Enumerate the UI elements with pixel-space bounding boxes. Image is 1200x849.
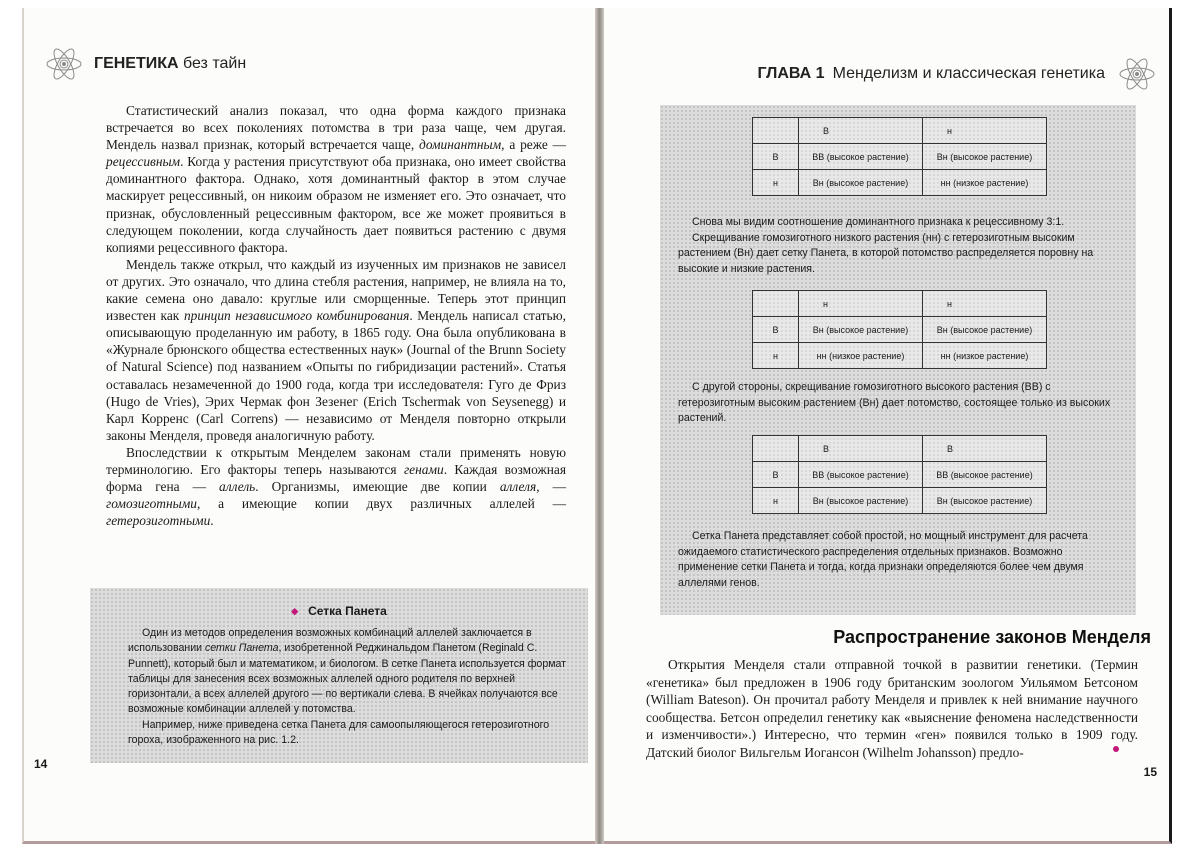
bullet-icon: ◆ <box>291 606 298 616</box>
punnett-examples-box <box>660 105 1136 615</box>
left-page <box>22 8 595 844</box>
atom-icon <box>1117 54 1157 94</box>
chapter-title: ГЛАВА 1 Менделизм и классическая генетика <box>757 65 1105 83</box>
punnett-table-1 <box>752 117 1047 196</box>
paragraph: Мендель также открыл, что каждый из изученных им признаков не зависел от других. Это означало, что длина стебля растения, например, не влияла на то, какие семена оно давало: круглые или сморщенные. Теперь этот принцип известен как принцип независимого комбинирования. Мендель написал статью, описывающую проделанную им работу, в 1865 году. Она была опубликована в «Журнале брюнского общества естественных наук» (Journal of the Brunn Society of Natural Science) под названием «Опыты по гибридизации растений». Статья оставалась незамеченной до 1900 года, когда три исследователя: Гуго де Фриз (Hugo de Vries), Эрих Чермак фон Зезенег (Erich Tschermak von Seysenegg) и Карл Корренс (Carl Correns) — независимо от Менделя повторно открыли законы Менделя, проведя аналогичную работу. <box>106 256 566 444</box>
box-text: Сетка Панета представляет собой простой, но мощный инструмент для расчета ожидаемого статистического распределения отдельных признаков. Возможно применение сетки Панета и тогда, когда признаки определяются более чем двумя аллелями генов. <box>678 529 1124 591</box>
punnett-table-2 <box>752 290 1047 369</box>
page-number: 15 <box>1144 765 1157 779</box>
right-page <box>604 8 1172 844</box>
table-row: н Вн (высокое растение) нн (низкое растение) <box>753 170 1047 196</box>
book-title: ГЕНЕТИКА без тайн <box>94 55 246 73</box>
paragraph: Статистический анализ показал, что одна форма каждого признака встречается во всех поколениях потомства в три раза чаще, чем другая. Мендель назвал признак, который встречается чаще, доминантным, а реже — рецессивным. Когда у растения присутствуют оба признака, оно имеет свойства доминантного фактора. Однако, хотя доминантный фактор в этом случае маскирует рецессивный, он никоим образом не изменяет его. Это означает, что признак, обусловленный рецессивным фактором, все же может проявиться в следующем поколении, когда случайность дает появиться растению с двумя копиями рецессивного фактора. <box>106 102 566 256</box>
right-running-header <box>757 54 1157 94</box>
left-body-text <box>106 102 566 529</box>
table-col-header: В <box>923 436 1047 462</box>
box-title: ◆ Сетка Панета <box>90 604 588 618</box>
punnett-sidebar-box <box>90 588 588 763</box>
box-text: Снова мы видим соотношение доминантного признака к рецессивному 3:1. Скрещивание гомозиготного низкого растения (нн) с гетерозиготным высоким растением (Вн) дает сетку Панета, в которой потомство распределяется поровну на высокие и низкие растения. <box>678 215 1124 277</box>
table-row: В Вн (высокое растение) Вн (высокое растение) <box>753 317 1047 343</box>
table-col-header: н <box>799 291 923 317</box>
punnett-table-3 <box>752 435 1047 514</box>
page-number: 14 <box>34 757 47 771</box>
table-row: н нн (низкое растение) нн (низкое растение) <box>753 343 1047 369</box>
atom-icon <box>44 44 84 84</box>
paragraph: Один из методов определения возможных комбинаций аллелей заключается в использовании сетки Панета, изобретенной Реджинальдом Панетом (Reginald C. Punnett), который был и математиком, и биологом. В сетке Панета используется формат таблицы для занесения всех возможных аллелей одного родителя по верхней горизонтали, а всех аллелей другого — по вертикали слева. В ячейках получаются все возможные комбинации аллелей у потомства. <box>128 626 572 718</box>
box-text: С другой стороны, скрещивание гомозиготного высокого растения (ВВ) с гетерозиготным высоким растением (Вн) дает потомство, состоящее только из высоких растений. <box>678 380 1124 427</box>
table-col-header: В <box>799 118 923 144</box>
paragraph: Например, ниже приведена сетка Панета для самоопыляющегося гетерозиготного гороха, изображенного на рис. 1.2. <box>128 718 572 749</box>
left-running-header <box>44 44 246 84</box>
box-text <box>128 626 572 748</box>
table-row: В ВВ (высокое растение) ВВ (высокое растение) <box>753 462 1047 488</box>
marker-dot-icon <box>1113 746 1119 752</box>
table-col-header: н <box>923 291 1047 317</box>
paragraph: Впоследствии к открытым Менделем законам стали применять новую терминологию. Его факторы теперь называются генами. Каждая возможная форма гена — аллель. Организмы, имеющие две копии аллеля, — гомозиготными, а имеющие копии двух различных аллелей — гетерозиготными. <box>106 444 566 529</box>
table-row: В ВВ (высокое растение) Вн (высокое растение) <box>753 144 1047 170</box>
book-spread <box>22 8 1172 844</box>
book-gutter <box>595 8 604 844</box>
paragraph: Открытия Менделя стали отправной точкой в развитии генетики. (Термин «генетика» был предложен в 1906 году британским зоологом Уильямом Бетсоном (William Bateson). Он прочитал работу Менделя и привлек к ней внимание научного сообщества. Бетсон определил генетику как «выяснение феномена наследственности и изменчивости».) Интересно, что термин «ген» появился только в 1909 году. Датский биолог Вильгельм Иогансон (Wilhelm Johansson) предло- <box>646 656 1138 762</box>
table-col-header: н <box>923 118 1047 144</box>
section-heading: Распространение законов Менделя <box>833 627 1151 648</box>
table-row: н Вн (высокое растение) Вн (высокое растение) <box>753 488 1047 514</box>
table-col-header: В <box>799 436 923 462</box>
right-body-text <box>646 656 1138 762</box>
